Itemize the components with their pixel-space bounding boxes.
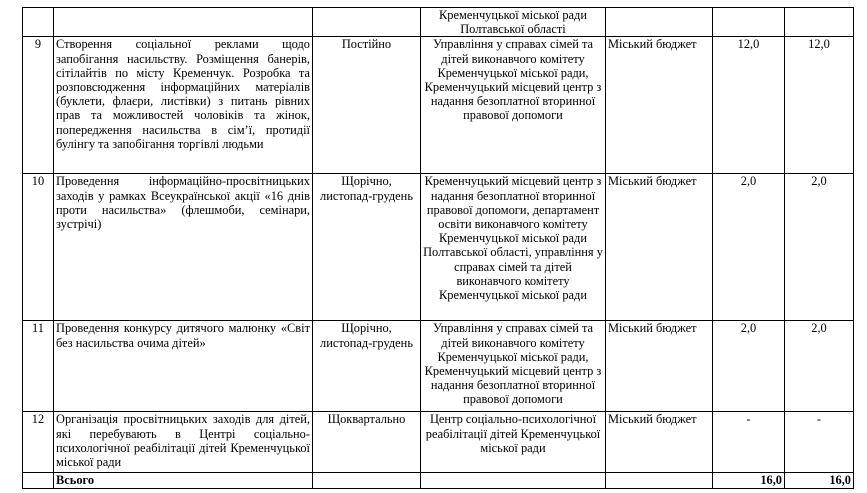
cell-source [606, 8, 713, 37]
cell-source: Міський бюджет [606, 412, 713, 473]
cell-num: 10 [23, 174, 54, 321]
cell-num: 9 [23, 37, 54, 174]
cell-amount-2: 2,0 [785, 321, 854, 412]
cell-name: Проведення конкурсу дитячого малюнку «Світ без насильства очима дітей» [54, 321, 313, 412]
cell-name: Створення соціальної реклами щодо запобігання насильству. Розміщення банерів, сітілайтів по місту Кременчук. Розробка та розповсюдження інформаційних матеріалів (буклети, флаєри, листівки) з питань рівних прав та можливостей чоловіків та жінок, попередження насильства в сім’ї, протидії булінгу та запобігання торгівлі людьми [54, 37, 313, 174]
cell-source: Міський бюджет [606, 321, 713, 412]
table-row-12 [23, 412, 854, 473]
cell-executor: Управління у справах сімей та дітей виконавчого комітету Кременчуцької міської ради, Кременчуцький місцевий центр з надання безоплатної вторинної правової допомоги [421, 321, 606, 412]
total-amount-2: 16,0 [785, 473, 854, 488]
cell-num [23, 473, 54, 488]
total-label: Всього [54, 473, 313, 488]
table-row-continuation [23, 8, 854, 37]
cell-amount-1: - [713, 412, 785, 473]
cell-amount-2 [785, 8, 854, 37]
cell-term: Постійно [313, 37, 421, 174]
cell-executor [421, 473, 606, 488]
cell-name: Проведення інформаційно-просвітницьких заходів у рамках Всеукраїнської акції «16 днів проти насильства» (флешмоби, семінари, зустрічі) [54, 174, 313, 321]
cell-executor: Центр соціально-психологічної реабілітації дітей Кременчуцької міської ради [421, 412, 606, 473]
cell-amount-1: 2,0 [713, 321, 785, 412]
cell-amount-1 [713, 8, 785, 37]
cell-source [606, 473, 713, 488]
table-row-9 [23, 37, 854, 174]
table-row-total [23, 473, 854, 488]
cell-executor: Кременчуцький місцевий центр з надання безоплатної вторинної правової допомоги, департамент освіти виконавчого комітету Кременчуцької міської ради Полтавської області, управління у справах сімей та дітей виконавчого комітету Кременчуцької міської ради [421, 174, 606, 321]
table-row-11 [23, 321, 854, 412]
cell-num [23, 8, 54, 37]
cell-term: Щорічно, листопад-грудень [313, 321, 421, 412]
cell-term: Щоквартально [313, 412, 421, 473]
cell-amount-1: 2,0 [713, 174, 785, 321]
cell-term [313, 473, 421, 488]
cell-executor: Кременчуцької міської ради Полтавської області [421, 8, 606, 37]
cell-num: 11 [23, 321, 54, 412]
table-row-10 [23, 174, 854, 321]
program-measures-table [22, 7, 854, 489]
cell-num: 12 [23, 412, 54, 473]
cell-source: Міський бюджет [606, 37, 713, 174]
cell-amount-2: 12,0 [785, 37, 854, 174]
cell-term: Щорічно, листопад-грудень [313, 174, 421, 321]
cell-term [313, 8, 421, 37]
cell-name: Організація просвітницьких заходів для дітей, які перебувають в Центрі соціально-психологічної реабілітації дітей Кременчуцької міської ради [54, 412, 313, 473]
total-amount-1: 16,0 [713, 473, 785, 488]
cell-name [54, 8, 313, 37]
cell-amount-1: 12,0 [713, 37, 785, 174]
cell-source: Міський бюджет [606, 174, 713, 321]
cell-executor: Управління у справах сімей та дітей виконавчого комітету Кременчуцької міської ради, Кременчуцький місцевий центр з надання безоплатної вторинної правової допомоги [421, 37, 606, 174]
cell-amount-2: - [785, 412, 854, 473]
cell-amount-2: 2,0 [785, 174, 854, 321]
